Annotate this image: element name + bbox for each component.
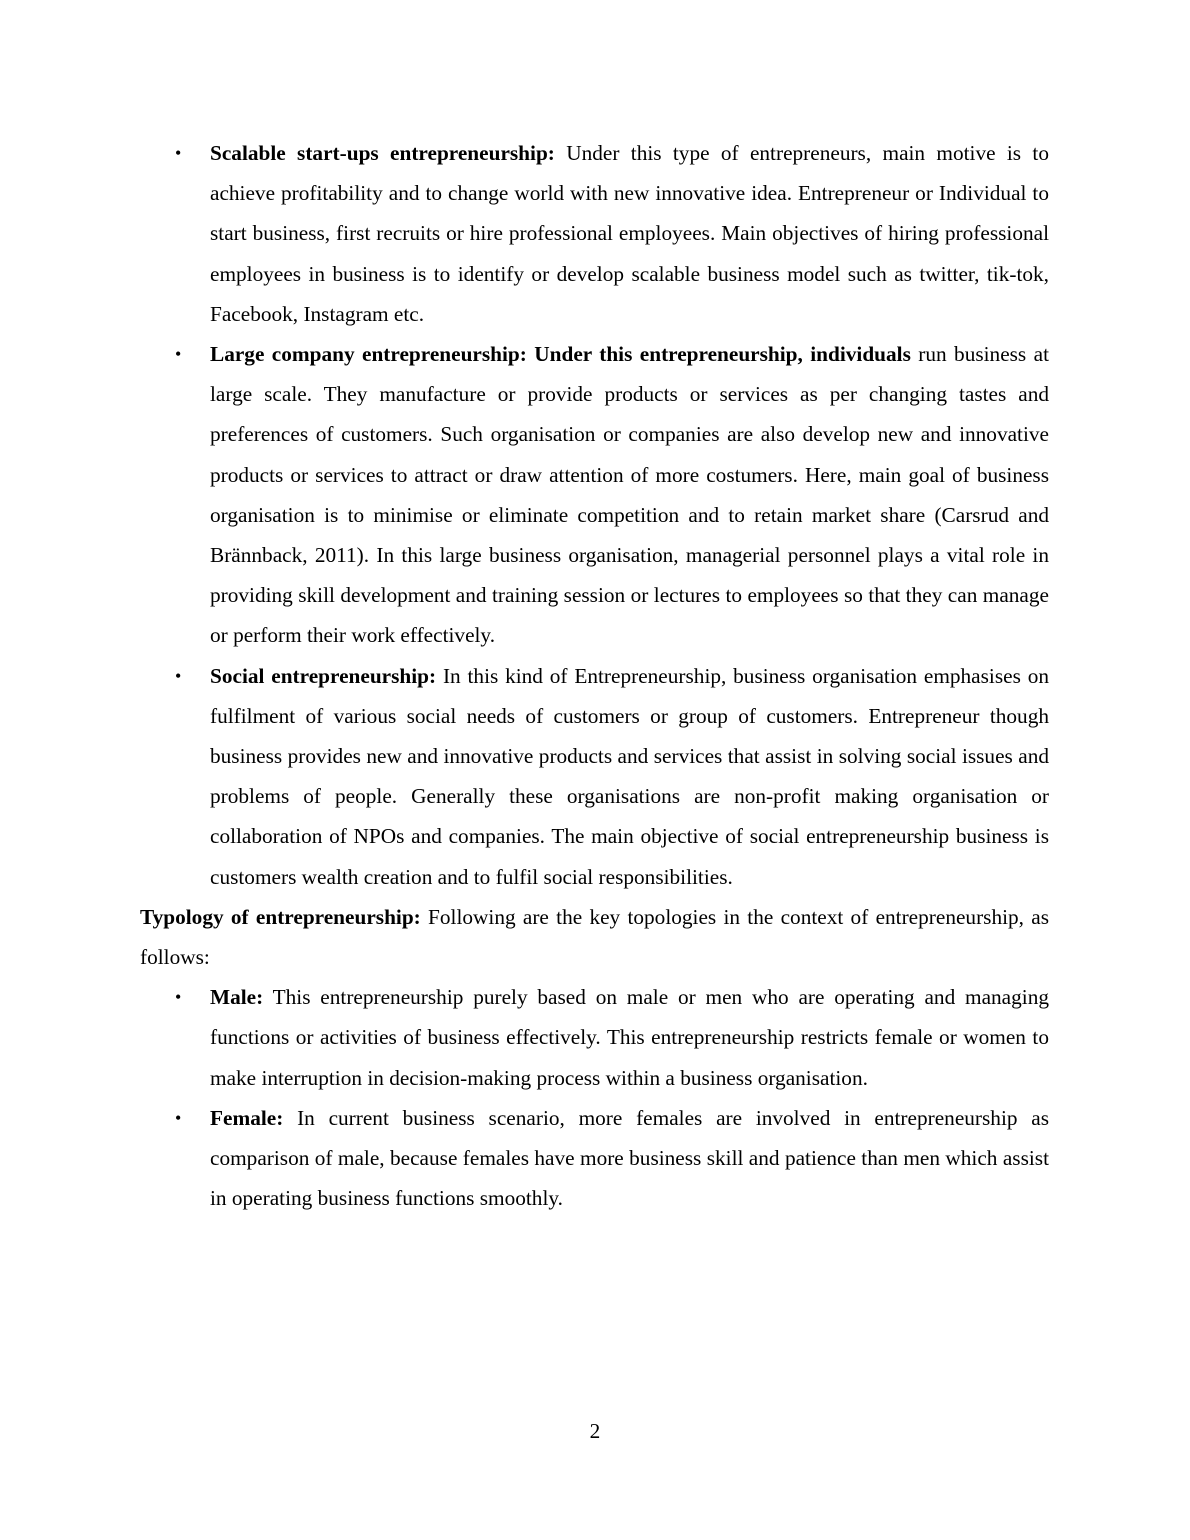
bullet-icon: • [175,665,182,686]
bullet-icon: • [175,987,182,1008]
item-text: In current business scenario, more females are involved in entrepreneurship as comparison of male, because females have more business skill and patience than men which assist in operating business functions smoothly. [210,1105,1050,1211]
bullet-icon: • [175,143,182,163]
page-number: 2 [589,1419,601,1443]
list-item [140,977,1049,1098]
item-text: In this kind of Entrepreneurship, business organisation emphasises on fulfilment of various social needs of customers or group of customers. Entrepreneur though business provides new and innovative products and services that assist in solving social issues and problems of people. Generally these organisations are non-profit making organisation or collaboration of NPOs and companies. The main objective of social entrepreneurship business is customers wealth creation and to fulfil social responsibilities. [210,663,1049,889]
item-text: run business at large scale. They manufacture or provide products or services as per changing tastes and preferences of customers. Such organisation or companies are also develop new and innovative products or services to attract or draw attention of more costumers. Here, main goal of business organisation is to minimise or eliminate competition and to retain market share (Carsrud and Brännback, 2011). In this large business organisation, managerial personnel plays a vital role in providing skill development and training session or lectures to employees so that they can manage or perform their work effectively. [210,342,1049,648]
list-item [140,133,1049,334]
item-term: Scalable start-ups entrepreneurship: [210,141,555,165]
list-item [140,1098,1049,1219]
item-text: Under this type of entrepreneurs, main motive is to achieve profitability and to change world with new innovative idea. Entrepreneur or Individual to start business, first recruits or hire professional employees. Main objectives of hiring professional employees in business is to identify or develop scalable business model such as twitter, tik-tok, Facebook, Instagram etc. [210,141,1049,326]
typology-list [140,977,1049,1218]
item-term: Social entrepreneurship: [210,663,437,688]
item-term: Large company entrepreneurship: Under this entrepreneurship, individuals [210,342,911,367]
typology-paragraph [140,897,1049,977]
bullet-icon: • [175,344,182,365]
list-item [140,334,1049,656]
item-term: Female: [210,1105,284,1130]
item-term: Male: [210,985,264,1010]
typology-heading: Typology of entrepreneurship: [140,904,421,929]
typology-text: Following are the key topologies in the context of entrepreneurship, as follows: [140,904,1049,970]
item-text: This entrepreneurship purely based on male or men who are operating and managing functions or activities of business effectively. This entrepreneurship restricts female or women to make interruption in decision-making process within a business organisation. [210,985,1049,1090]
page-content [140,133,1049,1218]
entrepreneurship-types-list [140,133,1049,897]
bullet-icon: • [175,1107,182,1128]
list-item [140,656,1049,897]
